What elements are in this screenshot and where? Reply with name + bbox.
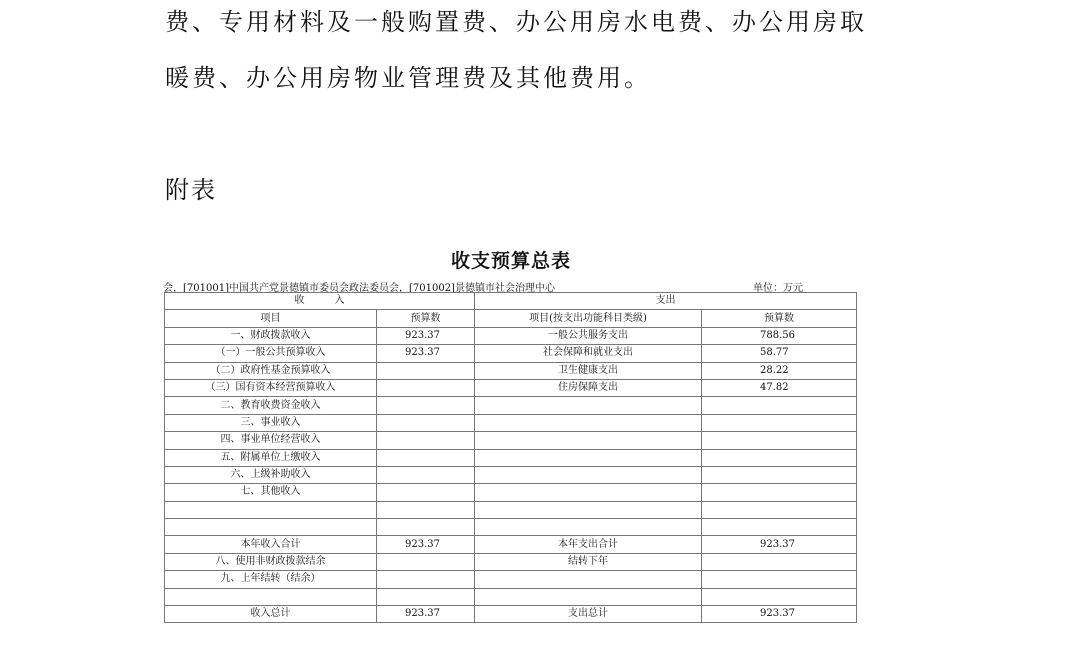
income-item-cell: 三、事业收入: [165, 414, 377, 431]
income-item-cell: 本年收入合计: [165, 536, 377, 553]
income-item-cell: 五、附属单位上缴收入: [165, 449, 377, 466]
expense-item-cell: [475, 466, 702, 483]
expense-item-cell: 结转下年: [475, 553, 702, 570]
table-row: [165, 501, 857, 518]
expense-item-cell: [475, 501, 702, 518]
table-row: [165, 327, 857, 344]
income-value-cell: [377, 571, 475, 588]
table-row: [165, 432, 857, 449]
expense-value-cell: 28.22: [702, 362, 857, 379]
income-item-cell: （一）一般公共预算收入: [165, 345, 377, 362]
income-item-cell: （二）政府性基金预算收入: [165, 362, 377, 379]
income-value-cell: [377, 466, 475, 483]
appendix-label: 附表: [165, 176, 217, 204]
col-income-budget: 预算数: [377, 310, 475, 327]
expense-item-cell: [475, 397, 702, 414]
income-item-cell: 四、事业单位经营收入: [165, 432, 377, 449]
income-value-cell: [377, 553, 475, 570]
expense-value-cell: 788.56: [702, 327, 857, 344]
income-item-cell: 六、上级补助收入: [165, 466, 377, 483]
expense-value-cell: [702, 519, 857, 536]
income-item-cell: 九、上年结转（结余）: [165, 571, 377, 588]
income-item-cell: [165, 501, 377, 518]
expense-value-cell: [702, 588, 857, 605]
income-value-cell: 923.37: [377, 327, 475, 344]
expense-item-cell: 卫生健康支出: [475, 362, 702, 379]
body-paragraph-line-1: 费、专用材料及一般购置费、办公用房水电费、办公用房取: [165, 8, 867, 36]
table-row: [165, 536, 857, 553]
income-value-cell: [377, 484, 475, 501]
expense-item-cell: 支出总计: [475, 606, 702, 623]
expense-item-cell: [475, 449, 702, 466]
header-expense: 支出: [475, 293, 857, 310]
table-title: 收支预算总表: [450, 250, 571, 272]
income-value-cell: [377, 449, 475, 466]
expense-item-cell: [475, 484, 702, 501]
expense-value-cell: [702, 553, 857, 570]
expense-value-cell: [702, 414, 857, 431]
table-row: [165, 519, 857, 536]
unit-info: 会，[701001]中国共产党景德镇市委员会政法委员会，[701002]景德镇市社会治理中心: [163, 283, 555, 294]
expense-value-cell: 58.77: [702, 345, 857, 362]
income-item-cell: 一、财政拨款收入: [165, 327, 377, 344]
table-row: [165, 466, 857, 483]
income-value-cell: [377, 379, 475, 396]
col-expense-budget: 预算数: [702, 310, 857, 327]
expense-value-cell: [702, 432, 857, 449]
table-row: [165, 414, 857, 431]
income-item-cell: 二、教育收费资金收入: [165, 397, 377, 414]
income-value-cell: 923.37: [377, 606, 475, 623]
table-row: [165, 606, 857, 623]
income-item-cell: [165, 519, 377, 536]
income-item-cell: 八、使用非财政拨款结余: [165, 553, 377, 570]
income-item-cell: [165, 588, 377, 605]
expense-value-cell: [702, 501, 857, 518]
table-row: [165, 588, 857, 605]
income-item-cell: 七、其他收入: [165, 484, 377, 501]
table-row: [165, 397, 857, 414]
expense-value-cell: [702, 484, 857, 501]
income-value-cell: 923.37: [377, 536, 475, 553]
income-value-cell: [377, 432, 475, 449]
expense-item-cell: 本年支出合计: [475, 536, 702, 553]
income-value-cell: [377, 519, 475, 536]
expense-value-cell: [702, 449, 857, 466]
table-row: [165, 484, 857, 501]
expense-item-cell: 一般公共服务支出: [475, 327, 702, 344]
income-value-cell: [377, 588, 475, 605]
expense-value-cell: 47.82: [702, 379, 857, 396]
body-paragraph-line-2: 暖费、办公用房物业管理费及其他费用。: [165, 64, 651, 92]
table-row: [165, 379, 857, 396]
col-income-item: 项目: [165, 310, 377, 327]
expense-value-cell: 923.37: [702, 606, 857, 623]
budget-summary-table: [164, 292, 857, 623]
table-column-header-row: [165, 310, 857, 327]
col-expense-item: 项目(按支出功能科目类级): [475, 310, 702, 327]
expense-item-cell: 社会保障和就业支出: [475, 345, 702, 362]
income-item-cell: （三）国有资本经营预算收入: [165, 379, 377, 396]
table-row: [165, 553, 857, 570]
table-row: [165, 449, 857, 466]
expense-item-cell: [475, 432, 702, 449]
expense-item-cell: 住房保障支出: [475, 379, 702, 396]
expense-value-cell: [702, 571, 857, 588]
expense-value-cell: 923.37: [702, 536, 857, 553]
income-value-cell: [377, 362, 475, 379]
table-row: [165, 571, 857, 588]
table-row: [165, 362, 857, 379]
income-value-cell: [377, 414, 475, 431]
table-header-row: [165, 293, 857, 310]
income-value-cell: [377, 397, 475, 414]
table-row: [165, 345, 857, 362]
expense-value-cell: [702, 397, 857, 414]
header-income: 收 入: [165, 293, 475, 310]
income-value-cell: 923.37: [377, 345, 475, 362]
expense-item-cell: [475, 414, 702, 431]
unit-label: 单位：万元: [753, 283, 803, 294]
expense-item-cell: [475, 571, 702, 588]
income-item-cell: 收入总计: [165, 606, 377, 623]
expense-value-cell: [702, 466, 857, 483]
expense-item-cell: [475, 588, 702, 605]
expense-item-cell: [475, 519, 702, 536]
income-value-cell: [377, 501, 475, 518]
